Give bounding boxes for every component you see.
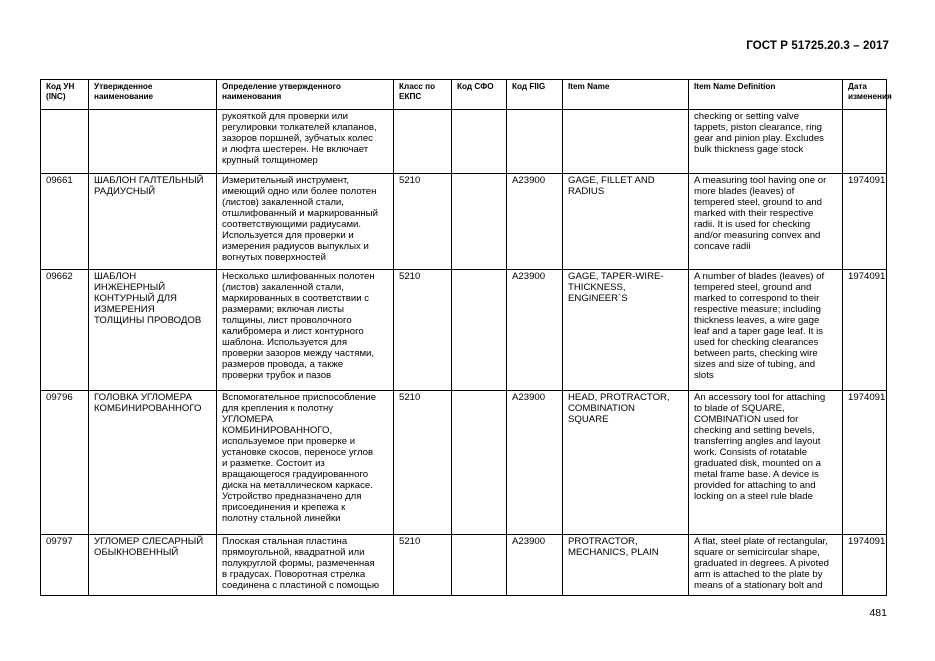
table-row bbox=[41, 270, 887, 391]
cell-inc bbox=[41, 110, 89, 174]
cell-fiig-code: A23900 bbox=[507, 174, 563, 270]
cell-sfo-code bbox=[452, 110, 507, 174]
cell-item-name bbox=[563, 110, 689, 174]
cell-fiig-code: A23900 bbox=[507, 391, 563, 535]
cell-item-name-definition: checking or setting valve tappets, piston clearance, ring gear and pinion play. Excludes bulk thickness gage stock bbox=[689, 110, 843, 174]
cell-item-name: HEAD, PROTRACTOR, COMBINATION SQUARE bbox=[563, 391, 689, 535]
table-row bbox=[41, 110, 887, 174]
cell-item-name: GAGE, TAPER-WIRE- THICKNESS, ENGINEER`S bbox=[563, 270, 689, 391]
cell-item-name-definition: An accessory tool for attaching to blade of SQUARE, COMBINATION used for checking and setting bevels, transferring angles and layout work. Consists of rotatable graduated disk, mounted on a metal frame base. A device is provided for attaching to and locking on a steel rule blade bbox=[689, 391, 843, 535]
column-header-ekps-class: Класс по ЕКПС bbox=[394, 80, 452, 110]
cell-definition: Несколько шлифованных полотен (листов) закаленной стали, маркированных в соответствии с размерами; включая листы толщины, лист проволочного калибромера и лист контурного шаблона. Используется для проверки зазоров между частями, размеров провода, а также проверки трубок и пазов bbox=[217, 270, 394, 391]
cell-approved-name: ШАБЛОН ИНЖЕНЕРНЫЙ КОНТУРНЫЙ ДЛЯ ИЗМЕРЕНИЯ ТОЛЩИНЫ ПРОВОДОВ bbox=[89, 270, 217, 391]
cell-sfo-code bbox=[452, 391, 507, 535]
column-header-inc: Код УН (INC) bbox=[41, 80, 89, 110]
cell-item-name: PROTRACTOR, MECHANICS, PLAIN bbox=[563, 535, 689, 596]
document-header: ГОСТ Р 51725.20.3 – 2017 bbox=[746, 40, 889, 52]
cell-approved-name bbox=[89, 110, 217, 174]
cell-change-date: 1974091 bbox=[843, 270, 887, 391]
cell-item-name-definition: A number of blades (leaves) of tempered steel, ground and marked to correspond to their respective measure; including thickness leaves, a wire gage leaf and a taper gage leaf. It is used for checking clearances between parts, checking wire sizes and size of tubing, and slots bbox=[689, 270, 843, 391]
cell-item-name-definition: A measuring tool having one or more blades (leaves) of tempered steel, ground to and marked with their respective radii. It is used for checking and/or measuring convex and concave radii bbox=[689, 174, 843, 270]
cell-item-name-definition: A flat, steel plate of rectangular, square or semicircular shape, graduated in degrees. A pivoted arm is attached to the plate by means of a stationary bolt and bbox=[689, 535, 843, 596]
cell-inc: 09662 bbox=[41, 270, 89, 391]
cell-fiig-code: A23900 bbox=[507, 270, 563, 391]
cell-item-name: GAGE, FILLET AND RADIUS bbox=[563, 174, 689, 270]
table-header-row bbox=[41, 80, 887, 110]
item-names-table bbox=[40, 79, 892, 596]
cell-ekps-class bbox=[394, 110, 452, 174]
page-number: 481 bbox=[869, 607, 887, 619]
cell-change-date bbox=[843, 110, 887, 174]
cell-ekps-class: 5210 bbox=[394, 174, 452, 270]
cell-inc: 09796 bbox=[41, 391, 89, 535]
cell-ekps-class: 5210 bbox=[394, 391, 452, 535]
cell-approved-name: УГЛОМЕР СЛЕСАРНЫЙ ОБЫКНОВЕННЫЙ bbox=[89, 535, 217, 596]
cell-inc: 09797 bbox=[41, 535, 89, 596]
cell-sfo-code bbox=[452, 535, 507, 596]
column-header-item-name: Item Name bbox=[563, 80, 689, 110]
column-header-item-name-definition: Item Name Definition bbox=[689, 80, 843, 110]
cell-sfo-code bbox=[452, 174, 507, 270]
cell-change-date: 1974091 bbox=[843, 391, 887, 535]
cell-approved-name: ГОЛОВКА УГЛОМЕРА КОМБИНИРОВАННОГО bbox=[89, 391, 217, 535]
column-header-change-date: Дата изменения bbox=[843, 80, 887, 110]
cell-fiig-code bbox=[507, 110, 563, 174]
cell-inc: 09661 bbox=[41, 174, 89, 270]
cell-approved-name: ШАБЛОН ГАЛТЕЛЬНЫЙ РАДИУСНЫЙ bbox=[89, 174, 217, 270]
cell-change-date: 1974091 bbox=[843, 535, 887, 596]
cell-definition: Плоская стальная пластина прямоугольной, квадратной или полукруглой формы, размеченная в градусах. Поворотная стрелка соединена с пластиной с помощью bbox=[217, 535, 394, 596]
cell-sfo-code bbox=[452, 270, 507, 391]
table-row bbox=[41, 174, 887, 270]
cell-definition: Вспомогательное приспособление для крепления к полотну УГЛОМЕРА КОМБИНИРОВАННОГО, используемое при проверке и установке скосов, переносе углов и разметке. Состоит из вращающегося градуированного диска на металлическом каркасе. Устройство предназначено для присоединения и крепежа к полотну стальной линейки bbox=[217, 391, 394, 535]
cell-definition: рукояткой для проверки или регулировки толкателей клапанов, зазоров поршней, зубчатых колес и люфта шестерен. Не включает крупный толщиномер bbox=[217, 110, 394, 174]
cell-change-date: 1974091 bbox=[843, 174, 887, 270]
column-header-approved-name: Утвержденное наименование bbox=[89, 80, 217, 110]
cell-ekps-class: 5210 bbox=[394, 270, 452, 391]
column-header-sfo-code: Код СФО bbox=[452, 80, 507, 110]
cell-ekps-class: 5210 bbox=[394, 535, 452, 596]
table-row bbox=[41, 535, 887, 596]
cell-definition: Измерительный инструмент, имеющий одно или более полотен (листов) закаленной стали, отшлифованный и маркированный соответствующими радиусами. Используется для проверки и измерения радиусов выпуклых и вогнутых поверхностей bbox=[217, 174, 394, 270]
column-header-definition: Определение утвержденного наименования bbox=[217, 80, 394, 110]
cell-fiig-code: A23900 bbox=[507, 535, 563, 596]
column-header-fiig-code: Код FIIG bbox=[507, 80, 563, 110]
table-row bbox=[41, 391, 887, 535]
